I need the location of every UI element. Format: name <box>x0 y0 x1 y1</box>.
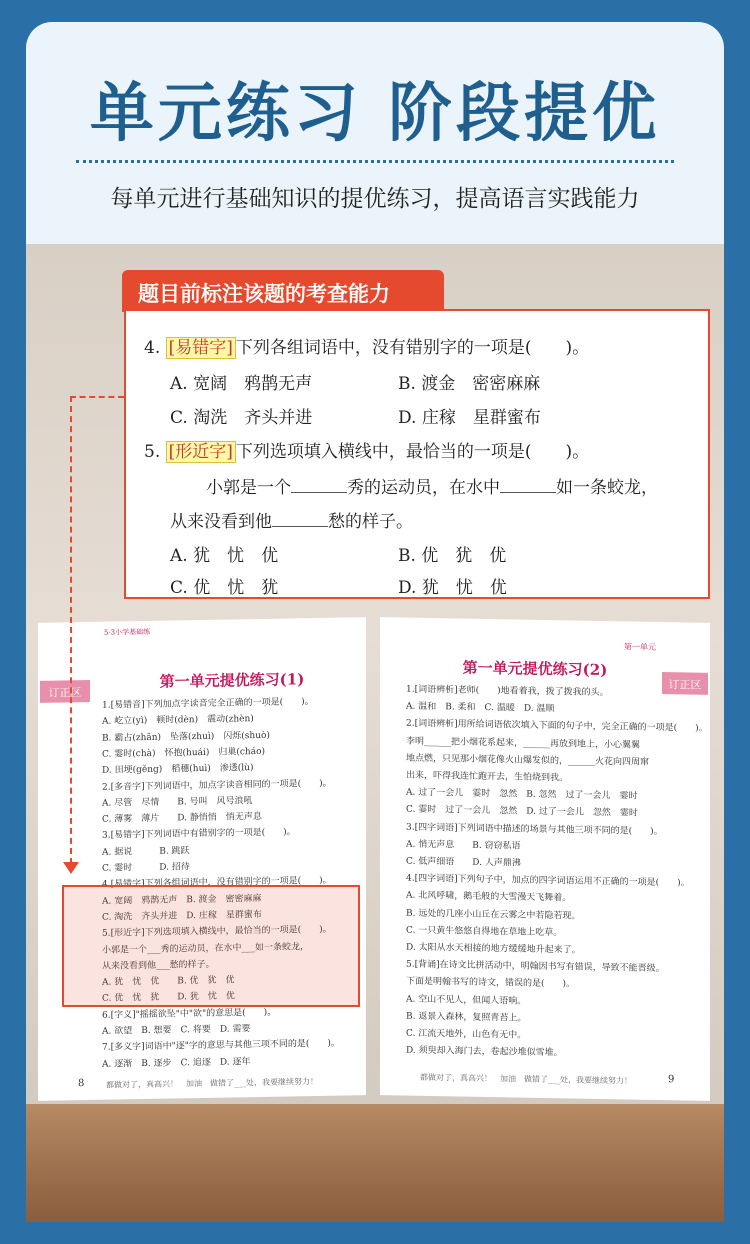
question-line: A. 逐渐 B. 逐步 C. 追逐 D. 逐年 <box>102 1056 251 1070</box>
q4-ability-tag: [易错字] <box>166 337 236 359</box>
question-line: A. 据说 B. 跳跃 <box>102 845 190 858</box>
question-5 <box>144 437 589 462</box>
dotted-divider <box>76 160 674 163</box>
question-line: 下面是明翰书写的诗文，错误的是( )。 <box>406 976 576 990</box>
page-title: 单元练习 阶段提优 <box>89 77 661 151</box>
right-page-number: 9 <box>668 1074 675 1086</box>
left-book-page <box>38 617 366 1101</box>
question-line: C. 霎时(chà) 怀抱(huái) 归巢(cháo) <box>102 746 266 760</box>
arrow-horizontal <box>70 396 124 398</box>
question-line: A. 空山不见人，但闻人语响。 <box>406 994 527 1007</box>
question-line: 从来没看到他___愁的样子。 <box>102 959 215 972</box>
question-line: 2.[多音字]下列词语中，加点字读音相同的一项是( )。 <box>102 778 332 793</box>
question-4 <box>144 333 589 358</box>
question-line: 7.[多义字]词语中"逐"字的意思与其他三项不同的是( )。 <box>102 1038 340 1054</box>
question-line: 出来，吓得我连忙跑开去，生怕烧到我。 <box>406 770 569 784</box>
arrow-vertical <box>70 396 72 864</box>
left-page-number: 8 <box>78 1078 85 1090</box>
question-line: C. 优 忧 犹 D. 犹 忧 优 <box>102 991 235 1005</box>
q4-number: 4. <box>144 338 161 358</box>
right-page-footer: 都做对了，真高兴！ 加油 做错了___处，我要继续努力！ <box>420 1072 632 1086</box>
question-line: A. 宽阔 鸦鹊无声 B. 渡金 密密麻麻 <box>102 893 262 907</box>
arrow-head-icon <box>63 862 79 874</box>
highlight-box <box>62 885 360 1007</box>
callout-box <box>124 309 710 599</box>
question-line: A. 尽管 尽情 B. 号叫 风号浪吼 <box>102 795 253 809</box>
question-line: A. 过了一会儿 霎时 忽然 B. 忽然 过了一会儿 霎时 <box>406 787 638 802</box>
question-line: B. 返景入森林，复照青苔上。 <box>406 1011 527 1024</box>
question-line: 3.[易错字]下列词语中有错别字的一项是( )。 <box>102 827 296 842</box>
question-line: A. 北风呼啸，鹅毛般的大雪漫天飞舞着。 <box>406 890 572 904</box>
question-line: C. 霎时 D. 招待 <box>102 862 190 874</box>
q5-option-a: A. 犹 忧 优 <box>170 546 279 566</box>
question-line: 1.[词语辨析]老师( )地看着我，拨了拨我的头。 <box>406 684 609 699</box>
question-line: 6.[字义]"摇摇欲坠"中"欲"的意思是( )。 <box>102 1007 277 1021</box>
q5-number: 5. <box>144 442 161 462</box>
blank <box>291 492 347 493</box>
question-line: 地点燃，只见那小烟花像火山爆发似的，______火花向四周窜 <box>406 753 650 768</box>
q5-s1b: 秀的运动员，在水中 <box>347 478 500 498</box>
q4-option-c: C. 淘洗 齐头并进 <box>170 408 313 428</box>
question-line: A. 欲望 B. 想要 C. 将要 D. 需要 <box>102 1024 251 1037</box>
left-page-footer: 都做对了，真高兴！ 加油 做错了___处，我要继续努力！ <box>106 1076 318 1090</box>
question-line: C. 一只黄牛悠悠自得地在草地上吃草。 <box>406 925 563 939</box>
q5-option-c: C. 优 忧 犹 <box>170 578 279 598</box>
q5-text: 下列选项填入横线中，最恰当的一项是( )。 <box>235 442 590 462</box>
question-line: 5.[背诵]在诗文比拼活动中，明翰因书写有错误，导致不能晋级。 <box>406 959 665 975</box>
q5-s2a: 从来没看到他 <box>170 512 272 532</box>
question-line: A. 犹 忧 优 B. 优 犹 优 <box>102 975 235 988</box>
left-page-title: 第一单元提优练习(1) <box>159 670 305 691</box>
blank <box>272 526 328 527</box>
wooden-table <box>26 1104 724 1222</box>
q5-option-d: D. 犹 忧 优 <box>398 578 507 598</box>
question-line: C. 江流天地外，山色有无中。 <box>406 1028 527 1041</box>
question-line: C. 薄雾 薄片 D. 静悄悄 悄无声息 <box>102 812 262 825</box>
question-line: 5.[形近字]下列选项填入横线中，最恰当的一项是( )。 <box>102 924 332 939</box>
correction-tab: 订正区 <box>40 680 90 703</box>
page-subtitle: 每单元进行基础知识的提优练习，提高语言实践能力 <box>110 186 640 212</box>
question-line: 小郭是一个___秀的运动员，在水中___如一条蛟龙， <box>102 941 310 956</box>
question-line: 2.[词语辨析]用所给词语依次填入下面的句子中，完全正确的一项是( )。 <box>406 718 708 735</box>
unit-label: 第一单元 <box>624 642 656 652</box>
question-line: D. 须臾却入海门去，卷起沙堆似雪堆。 <box>406 1045 563 1059</box>
q5-ability-tag: [形近字] <box>166 441 236 463</box>
question-line: C. 淘洗 齐头并进 D. 庄稼 星群蜜布 <box>102 909 262 923</box>
q5-s1c: 如一条蛟龙， <box>556 478 658 498</box>
q4-option-b: B. 渡金 密密麻麻 <box>398 374 541 394</box>
question-line: 4.[四字词语]下列句子中，加点的四字词语运用不正确的一项是( )。 <box>406 873 690 889</box>
blank <box>500 492 556 493</box>
right-page-title: 第一单元提优练习(2) <box>462 658 608 680</box>
q4-option-d: D. 庄稼 星群蜜布 <box>398 408 541 428</box>
series-label: 5·3小学基础练 <box>104 627 151 637</box>
right-book-page <box>380 617 710 1101</box>
q5-sentence-1 <box>206 473 658 498</box>
question-line: A. 温和 B. 柔和 C. 温暖 D. 温顺 <box>406 701 555 715</box>
q5-s1a: 小郭是一个 <box>206 478 291 498</box>
question-line: D. 太阳从水天相接的地方缓缓地升起来了。 <box>406 942 581 956</box>
q5-s2b: 愁的样子。 <box>328 512 413 532</box>
question-line: 3.[四字词语]下列词语中描述的场景与其他三项不同的是( )。 <box>406 822 663 837</box>
question-line: B. 远处的几座小山丘在云雾之中若隐若现。 <box>406 908 581 922</box>
question-line: C. 霎时 过了一会儿 忽然 D. 过了一会儿 忽然 霎时 <box>406 804 638 820</box>
ability-badge: 题目前标注该题的考查能力 <box>122 270 444 312</box>
q4-text: 下列各组词语中，没有错别字的一项是( )。 <box>235 338 590 358</box>
q4-option-a: A. 宽阔 鸦鹊无声 <box>170 374 313 394</box>
question-line: A. 悄无声息 B. 窃窃私语 <box>406 839 521 852</box>
question-line: C. 低声细语 D. 人声鼎沸 <box>406 856 521 869</box>
correction-tab-right: 订正区 <box>662 672 708 695</box>
q5-option-b: B. 优 犹 优 <box>398 546 507 566</box>
q5-sentence-2 <box>170 507 413 532</box>
question-line: D. 田埂(gěng) 稻穗(huì) 渗透(lù) <box>102 763 254 776</box>
question-line: B. 霸占(zhān) 坠落(zhuì) 闪烁(shuò) <box>102 730 270 744</box>
question-line: 1.[易错音]下列加点字读音完全正确的一项是( )。 <box>102 697 314 711</box>
question-line: A. 屹立(yì) 顿时(dèn) 震动(zhèn) <box>102 714 254 728</box>
question-line: 李明______把小烟花系起来，______再放到地上，小心翼翼 <box>406 736 641 751</box>
question-line: 4.[易错字]下列各组词语中，没有错别字的一项是( )。 <box>102 876 332 891</box>
